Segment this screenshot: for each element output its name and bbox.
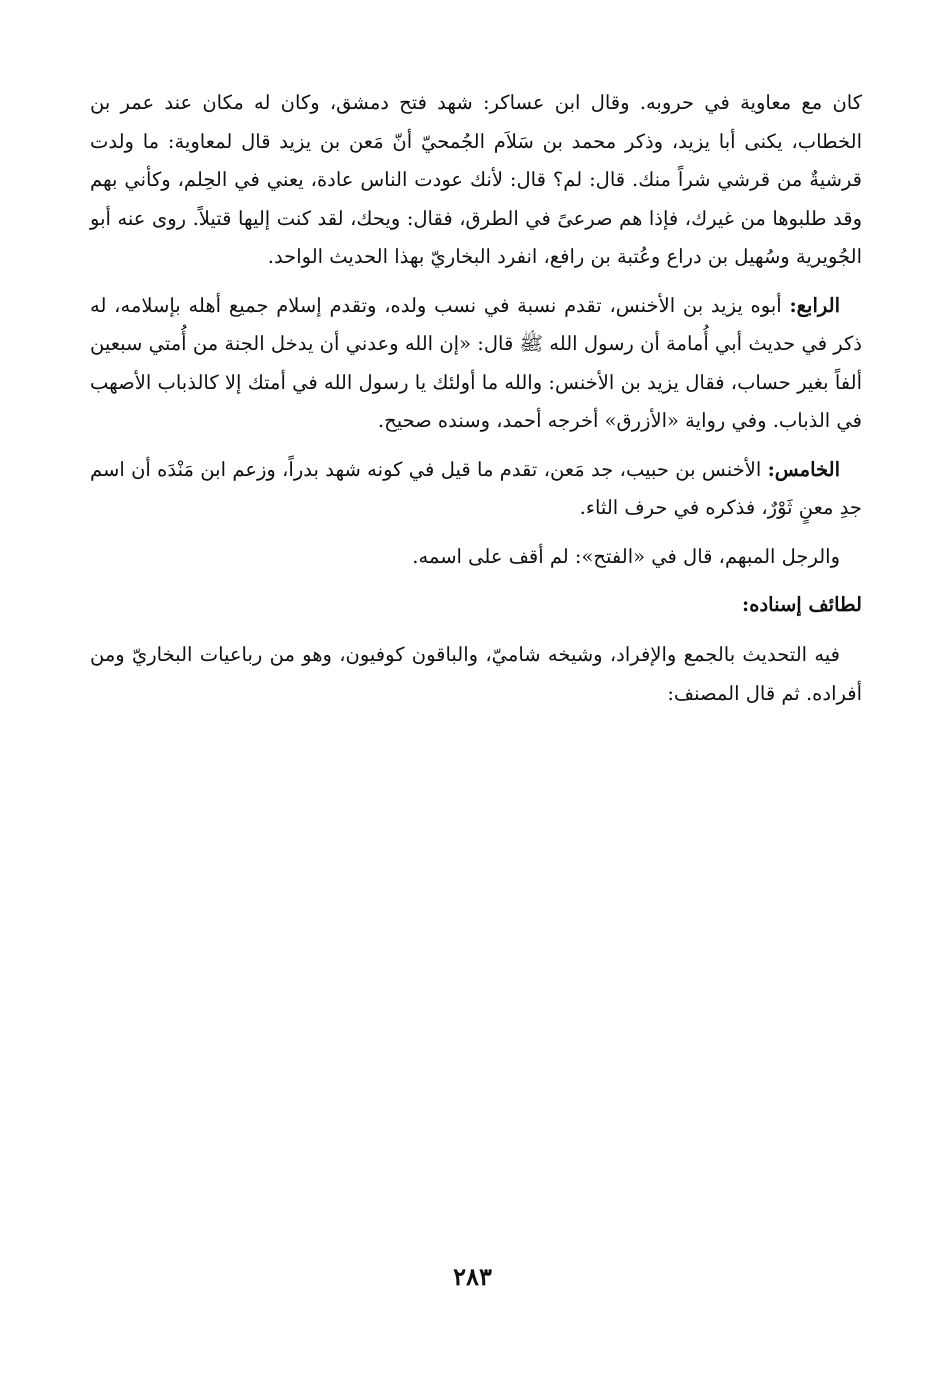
- paragraph-lead: الرابع:: [789, 293, 840, 317]
- paragraph-text: والرجل المبهم، قال في «الفتح»: لم أقف على اسمه.: [412, 544, 840, 568]
- paragraph-anonymous-man: [90, 538, 862, 577]
- page-body: [90, 84, 862, 723]
- page-number: ٢٨٣: [453, 1262, 492, 1291]
- paragraph-lead: الخامس:: [767, 457, 840, 481]
- paragraph-fourth: [90, 287, 862, 441]
- section-paragraph: فيه التحديث بالجمع والإفراد، وشيخه شاميّ، والباقون كوفيون، وهو من رباعيات البخاريّ ومن أفراده. ثم قال المصنف:: [90, 643, 862, 705]
- paragraph-intro: [90, 84, 862, 277]
- paragraph-text: أبوه يزيد بن الأخنس، تقدم نسبة في نسب ولده، وتقدم إسلام جميع أهله بإسلامه، له ذكر في حديث أبي أُمامة أن رسول الله ﷺ قال: «إن الله وعدني أن يدخل الجنة من أُمتي سبعين ألفاً بغير حساب، فقال يزيد بن الأخنس: والله ما أولئك يا رسول الله في أمتك إلا كالذباب الأصهب في الذباب. وفي رواية «الأزرق» أخرجه أحمد، وسنده صحيح.: [90, 293, 862, 432]
- section-heading: لطائف إسناده:: [742, 593, 862, 616]
- paragraph-text: الأخنس بن حبيب، جد مَعن، تقدم ما قيل في كونه شهد بدراً، وزعم ابن مَنْدَه أن اسم جدِ معنٍ ثَوْرٌ، فذكره في حرف الثاء.: [90, 457, 862, 519]
- paragraph-text: كان مع معاوية في حروبه. وقال ابن عساكر: شهد فتح دمشق، وكان له مكان عند عمر بن الخطاب، يكنى أبا يزيد، وذكر محمد بن سَلاَم الجُمحيّ أنّ مَعن بن يزيد قال لمعاوية: ما ولدت قرشيةٌ من قرشي شراً منك. قال: لم؟ قال: لأنك عودت الناس عادة، يعني في الحِلم، وكأني بهم وقد طلبوها من غيرك، فإذا هم صرعىً في الطرق، فقال: ويحك، لقد كنت إليها قتيلاً. روى عنه أبو الجُويرية وسُهيل بن دراع وعُتبة بن رافع، انفرد البخاريّ بهذا الحديث الواحد.: [90, 91, 862, 268]
- paragraph-fifth: [90, 451, 862, 528]
